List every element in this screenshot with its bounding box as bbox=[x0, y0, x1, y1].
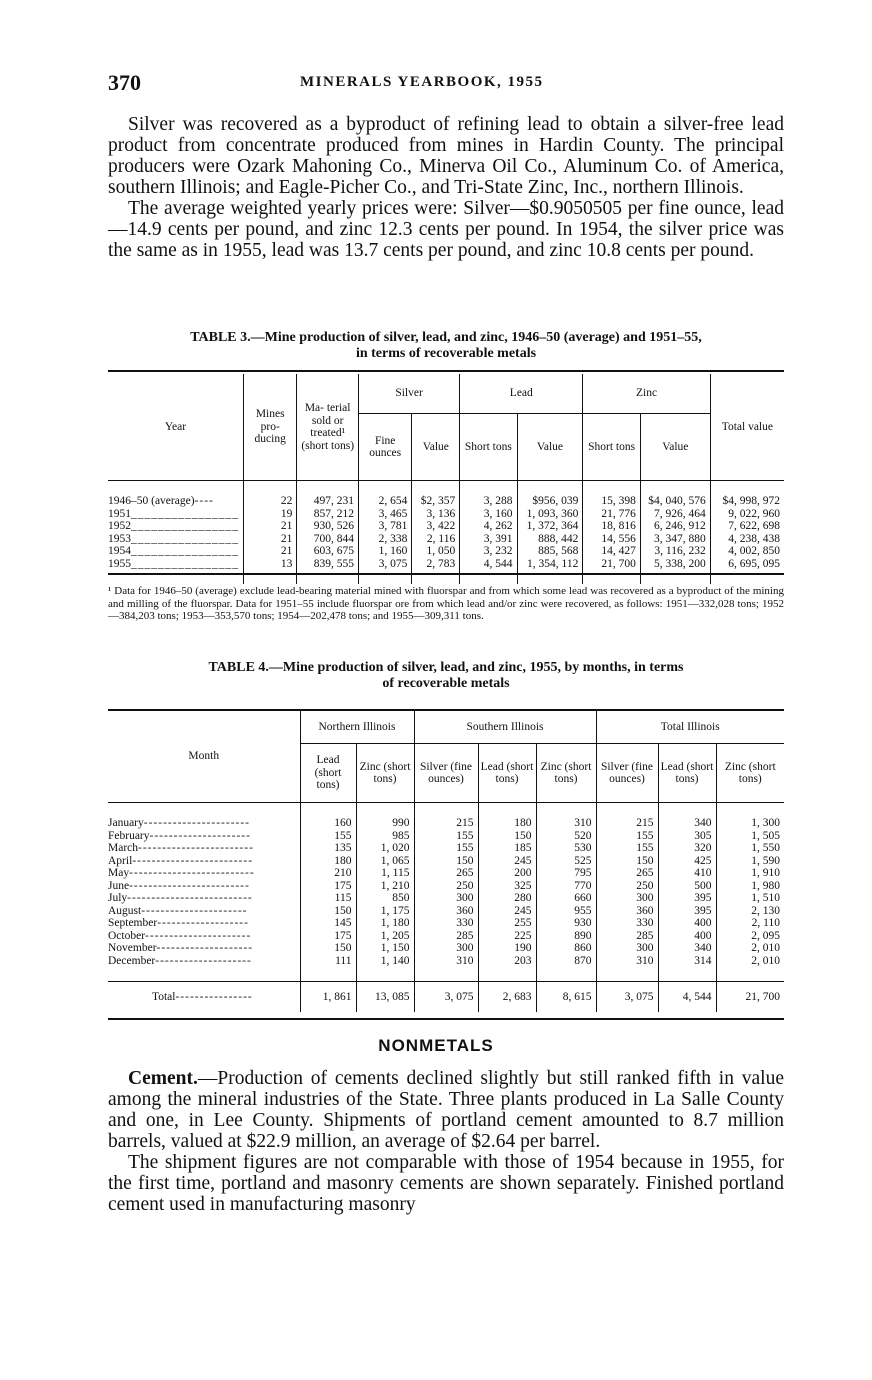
cell: 15, 398 bbox=[583, 495, 641, 508]
cell: 5, 338, 200 bbox=[640, 558, 710, 571]
cell: 215 bbox=[414, 817, 478, 830]
cell: 185 bbox=[478, 842, 536, 855]
cell: 245 bbox=[478, 905, 536, 918]
cell: 14, 427 bbox=[583, 545, 641, 558]
cell: 1, 550 bbox=[716, 842, 784, 855]
cell: 888, 442 bbox=[517, 533, 583, 546]
cell: 160 bbox=[300, 817, 356, 830]
row-label: 1946–50 (average)---- bbox=[108, 495, 214, 507]
cell: 300 bbox=[414, 892, 478, 905]
cell: 14, 556 bbox=[583, 533, 641, 546]
cell: 175 bbox=[300, 880, 356, 893]
table4-header-month: Month bbox=[108, 711, 300, 803]
paragraph: The average weighted yearly prices were: Silver—$0.9050505 per fine ounce, lead—14.9 cents per pound, and zinc 12.3 cents per pound. In 1954, the silver price was the same as in 1955, lead was 13.7 cents per pound, and zinc 10.8 cents per pound. bbox=[108, 198, 784, 261]
table3-header-material: Ma- terial sold or treated¹ (short tons) bbox=[297, 374, 359, 481]
cell: 1, 180 bbox=[356, 917, 414, 930]
cell: 145 bbox=[300, 917, 356, 930]
cell: 4, 002, 850 bbox=[710, 545, 784, 558]
table3-header-silver: Silver bbox=[358, 374, 459, 414]
cement-text bbox=[108, 1068, 784, 1215]
cell: 19 bbox=[244, 508, 297, 521]
cell: 305 bbox=[658, 830, 716, 843]
cell: 155 bbox=[414, 830, 478, 843]
cell: 6, 695, 095 bbox=[710, 558, 784, 571]
row-label: 1954________________ bbox=[108, 545, 239, 557]
table4-header-northern: Northern Illinois bbox=[300, 711, 414, 744]
table4-title-line2: of recoverable metals bbox=[382, 676, 510, 691]
table4-header-lead: Lead (short tons) bbox=[300, 744, 356, 803]
cell: 155 bbox=[300, 830, 356, 843]
cell: 155 bbox=[596, 842, 658, 855]
cell: 520 bbox=[536, 830, 596, 843]
cell: 6, 246, 912 bbox=[640, 520, 710, 533]
cell: 3, 116, 232 bbox=[640, 545, 710, 558]
running-head: MINERALS YEARBOOK, 1955 bbox=[300, 74, 544, 90]
cell: 955 bbox=[536, 905, 596, 918]
cell: 13 bbox=[244, 558, 297, 571]
cell: 860 bbox=[536, 942, 596, 955]
cell: 2, 010 bbox=[716, 942, 784, 955]
cell: 3, 232 bbox=[460, 545, 517, 558]
cell: 310 bbox=[536, 817, 596, 830]
table3-top-rule bbox=[108, 370, 784, 372]
cell: 360 bbox=[596, 905, 658, 918]
cell: 1, 354, 112 bbox=[517, 558, 583, 571]
cell: 4, 262 bbox=[460, 520, 517, 533]
cell: 1, 093, 360 bbox=[517, 508, 583, 521]
cell: 150 bbox=[478, 830, 536, 843]
table3-header-value: Value bbox=[412, 414, 460, 481]
cell: 155 bbox=[414, 842, 478, 855]
cell: $4, 040, 576 bbox=[640, 495, 710, 508]
cell: 18, 816 bbox=[583, 520, 641, 533]
run-in-heading: Cement. bbox=[128, 1068, 198, 1089]
table-row bbox=[108, 955, 784, 968]
cell: 1, 150 bbox=[356, 942, 414, 955]
cell: 1, 210 bbox=[356, 880, 414, 893]
cell: 1, 115 bbox=[356, 867, 414, 880]
row-label: 1951________________ bbox=[108, 507, 239, 520]
cell: 890 bbox=[536, 930, 596, 943]
cell: 9, 022, 960 bbox=[710, 508, 784, 521]
cell: 1, 372, 364 bbox=[517, 520, 583, 533]
paragraph: Silver was recovered as a byproduct of refining lead to obtain a silver-free lead product from concentrate produced from mines in Hardin County. The principal producers were Ozark Mahoning Co., Minerva Oil Co., Aluminum Co. of America, southern Illinois; and Eagle-Picher Co., and Tri-State Zinc, Inc., northern Illinois. bbox=[108, 114, 784, 198]
cell: 340 bbox=[658, 817, 716, 830]
cell: 250 bbox=[414, 880, 478, 893]
cell: 4, 238, 438 bbox=[710, 533, 784, 546]
page-number: 370 bbox=[108, 70, 141, 95]
cell: 3, 347, 880 bbox=[640, 533, 710, 546]
cell: 1, 065 bbox=[356, 855, 414, 868]
cell: 395 bbox=[658, 892, 716, 905]
cell: 4, 544 bbox=[658, 982, 716, 1012]
cell: 1, 910 bbox=[716, 867, 784, 880]
cell: 770 bbox=[536, 880, 596, 893]
intro-text bbox=[108, 114, 784, 261]
cell: 300 bbox=[596, 892, 658, 905]
cell: 190 bbox=[478, 942, 536, 955]
cell: 314 bbox=[658, 955, 716, 968]
table4-title-line1: TABLE 4.—Mine production of silver, lead, and zinc, 1955, by months, in terms bbox=[208, 660, 684, 675]
cell: 2, 683 bbox=[478, 982, 536, 1012]
cell: 3, 465 bbox=[358, 508, 411, 521]
row-label: May-------------------------- bbox=[108, 867, 255, 879]
table3-header-year: Year bbox=[108, 374, 244, 481]
table-row bbox=[108, 917, 784, 930]
cell: 400 bbox=[658, 917, 716, 930]
cell: 3, 422 bbox=[412, 520, 460, 533]
cell: 340 bbox=[658, 942, 716, 955]
cell: 22 bbox=[244, 495, 297, 508]
cell: 1, 590 bbox=[716, 855, 784, 868]
table4-header-lead: Lead (short tons) bbox=[658, 744, 716, 803]
cell: 21, 776 bbox=[583, 508, 641, 521]
cell: 660 bbox=[536, 892, 596, 905]
cell: 310 bbox=[414, 955, 478, 968]
cell: 3, 075 bbox=[358, 558, 411, 571]
cell: 497, 231 bbox=[297, 495, 359, 508]
row-label: September------------------- bbox=[108, 917, 249, 929]
table3-header-total: Total value bbox=[710, 374, 784, 481]
table-row bbox=[108, 892, 784, 905]
cell: 795 bbox=[536, 867, 596, 880]
cell: 1, 510 bbox=[716, 892, 784, 905]
cell: 1, 300 bbox=[716, 817, 784, 830]
cell: 990 bbox=[356, 817, 414, 830]
cell: 21 bbox=[244, 520, 297, 533]
cell: 255 bbox=[478, 917, 536, 930]
cell: $2, 357 bbox=[412, 495, 460, 508]
cell: 2, 095 bbox=[716, 930, 784, 943]
table4-header-zinc: Zinc (short tons) bbox=[356, 744, 414, 803]
cell: 530 bbox=[536, 842, 596, 855]
table4-header-southern: Southern Illinois bbox=[414, 711, 596, 744]
table-row bbox=[108, 905, 784, 918]
cell: 857, 212 bbox=[297, 508, 359, 521]
row-label: Total---------------- bbox=[152, 990, 253, 1003]
cell: 265 bbox=[414, 867, 478, 880]
cell: 2, 130 bbox=[716, 905, 784, 918]
cell: 21, 700 bbox=[583, 558, 641, 571]
cell: 310 bbox=[596, 955, 658, 968]
table-row bbox=[108, 495, 784, 508]
row-label: July-------------------------- bbox=[108, 892, 253, 904]
table3-header-short-tons: Short tons bbox=[583, 414, 641, 481]
table3-title-line2: in terms of recoverable metals bbox=[355, 346, 537, 361]
table-row bbox=[108, 830, 784, 843]
table4-header-silver: Silver (fine ounces) bbox=[414, 744, 478, 803]
table3-title bbox=[108, 330, 784, 362]
cell: 2, 338 bbox=[358, 533, 411, 546]
cell: 1, 205 bbox=[356, 930, 414, 943]
cell: 3, 160 bbox=[460, 508, 517, 521]
table3-header-value: Value bbox=[640, 414, 710, 481]
row-label: December-------------------- bbox=[108, 954, 252, 967]
cell: 285 bbox=[414, 930, 478, 943]
cell: 250 bbox=[596, 880, 658, 893]
cell: 155 bbox=[596, 830, 658, 843]
cell: 115 bbox=[300, 892, 356, 905]
cell: 330 bbox=[596, 917, 658, 930]
row-label: June------------------------- bbox=[108, 879, 250, 892]
cell: 985 bbox=[356, 830, 414, 843]
cell: 839, 555 bbox=[297, 558, 359, 571]
row-label: January---------------------- bbox=[108, 817, 251, 829]
table-row bbox=[108, 545, 784, 558]
cell: 930, 526 bbox=[297, 520, 359, 533]
cell: 2, 110 bbox=[716, 917, 784, 930]
cell: 3, 781 bbox=[358, 520, 411, 533]
table4-bottom-rule bbox=[108, 1018, 784, 1020]
row-label: 1952________________ bbox=[108, 520, 239, 532]
cell: 885, 568 bbox=[517, 545, 583, 558]
row-label: October---------------------- bbox=[108, 929, 252, 942]
table-row bbox=[108, 855, 784, 868]
cell: 3, 136 bbox=[412, 508, 460, 521]
table-row bbox=[108, 508, 784, 521]
cell: 200 bbox=[478, 867, 536, 880]
cell: 320 bbox=[658, 842, 716, 855]
cell: 21 bbox=[244, 533, 297, 546]
cell: 500 bbox=[658, 880, 716, 893]
cell: 150 bbox=[300, 942, 356, 955]
cell: 175 bbox=[300, 930, 356, 943]
cell: 180 bbox=[478, 817, 536, 830]
table-row bbox=[108, 533, 784, 546]
cell: $4, 998, 972 bbox=[710, 495, 784, 508]
table4-title bbox=[108, 660, 784, 692]
cell: 210 bbox=[300, 867, 356, 880]
cell: 395 bbox=[658, 905, 716, 918]
cell: 111 bbox=[300, 955, 356, 968]
cell: 215 bbox=[596, 817, 658, 830]
cell: 300 bbox=[596, 942, 658, 955]
cell: 1, 980 bbox=[716, 880, 784, 893]
cell: 1, 020 bbox=[356, 842, 414, 855]
paragraph: The shipment figures are not comparable with those of 1954 because in 1955, for the first time, portland and masonry cements are shown separately. Finished portland cement used in manufacturing masonry bbox=[108, 1152, 784, 1215]
cell: 3, 288 bbox=[460, 495, 517, 508]
cell: 225 bbox=[478, 930, 536, 943]
cell: 3, 075 bbox=[596, 982, 658, 1012]
table-row bbox=[108, 558, 784, 571]
row-label: March------------------------ bbox=[108, 842, 254, 854]
cell: 285 bbox=[596, 930, 658, 943]
table3-bottom-rule bbox=[108, 573, 784, 575]
cell: 150 bbox=[414, 855, 478, 868]
cell: 7, 622, 698 bbox=[710, 520, 784, 533]
cell: 203 bbox=[478, 955, 536, 968]
cell: 400 bbox=[658, 930, 716, 943]
cell: 150 bbox=[300, 905, 356, 918]
row-label: 1953________________ bbox=[108, 532, 239, 545]
cell: 280 bbox=[478, 892, 536, 905]
cell: 1, 160 bbox=[358, 545, 411, 558]
cell: 850 bbox=[356, 892, 414, 905]
cell: 410 bbox=[658, 867, 716, 880]
cell: 135 bbox=[300, 842, 356, 855]
cell: 265 bbox=[596, 867, 658, 880]
paragraph-text: —Production of cements declined slightly but still ranked fifth in value among the mineral industries of the State. Three plants produced in La Salle County and one, in Lee County. Shipments of portland cement amounted to 8.7 million barrels, valued at $22.9 million, an average of $2.64 per barrel. bbox=[108, 1068, 784, 1152]
table3-header-lead: Lead bbox=[460, 374, 583, 414]
cell: 150 bbox=[596, 855, 658, 868]
table4 bbox=[108, 711, 784, 1012]
cell: 7, 926, 464 bbox=[640, 508, 710, 521]
cell: 1, 505 bbox=[716, 830, 784, 843]
cell: 8, 615 bbox=[536, 982, 596, 1012]
row-label: April------------------------- bbox=[108, 854, 254, 867]
cell: 3, 075 bbox=[414, 982, 478, 1012]
table3-header-short-tons: Short tons bbox=[460, 414, 517, 481]
table-row bbox=[108, 880, 784, 893]
cell: 1, 861 bbox=[300, 982, 356, 1012]
cell: 180 bbox=[300, 855, 356, 868]
table-row bbox=[108, 942, 784, 955]
section-heading: NONMETALS bbox=[378, 1036, 494, 1055]
cell: 330 bbox=[414, 917, 478, 930]
cell: 2, 654 bbox=[358, 495, 411, 508]
table4-header-lead: Lead (short tons) bbox=[478, 744, 536, 803]
cell: 300 bbox=[414, 942, 478, 955]
table-total-row bbox=[108, 982, 784, 1012]
table4-header-zinc: Zinc (short tons) bbox=[716, 744, 784, 803]
cell: 4, 544 bbox=[460, 558, 517, 571]
cell: 1, 050 bbox=[412, 545, 460, 558]
cell: 425 bbox=[658, 855, 716, 868]
row-label: August---------------------- bbox=[108, 904, 248, 917]
table3-header-zinc: Zinc bbox=[583, 374, 710, 414]
cell: 3, 391 bbox=[460, 533, 517, 546]
row-label: November-------------------- bbox=[108, 942, 254, 954]
table-row bbox=[108, 817, 784, 830]
cell: 525 bbox=[536, 855, 596, 868]
cell: 870 bbox=[536, 955, 596, 968]
table3 bbox=[108, 374, 784, 584]
cell: 2, 783 bbox=[412, 558, 460, 571]
cell: 325 bbox=[478, 880, 536, 893]
table3-header-mines: Mines pro- ducing bbox=[244, 374, 297, 481]
row-label: February--------------------- bbox=[108, 829, 251, 842]
cell: 603, 675 bbox=[297, 545, 359, 558]
cell: 245 bbox=[478, 855, 536, 868]
paragraph bbox=[108, 1068, 784, 1152]
table-row bbox=[108, 930, 784, 943]
cell: 1, 175 bbox=[356, 905, 414, 918]
table4-header-zinc: Zinc (short tons) bbox=[536, 744, 596, 803]
cell: 700, 844 bbox=[297, 533, 359, 546]
cell: 2, 010 bbox=[716, 955, 784, 968]
cell: 2, 116 bbox=[412, 533, 460, 546]
cell: 21, 700 bbox=[716, 982, 784, 1012]
cell: 930 bbox=[536, 917, 596, 930]
table3-footnote: ¹ Data for 1946–50 (average) exclude lead-bearing material mined with fluorspar and from which some lead was recovered as a byproduct of the mining and milling of the fluorspar. Data for 1951–55 include fluorspar ore from which lead and/or zinc were recovered, as follows: 1951—332,028 tons; 1952—384,203 tons; 1953—353,570 tons; 1954—202,478 tons; and 1955—309,311 tons. bbox=[108, 585, 784, 622]
table3-title-line1: TABLE 3.—Mine production of silver, lead, and zinc, 1946–50 (average) and 1951–55, bbox=[190, 330, 702, 345]
cell: 13, 085 bbox=[356, 982, 414, 1012]
cell: $956, 039 bbox=[517, 495, 583, 508]
table4-header-silver: Silver (fine ounces) bbox=[596, 744, 658, 803]
cell: 360 bbox=[414, 905, 478, 918]
cell: 21 bbox=[244, 545, 297, 558]
table-row bbox=[108, 842, 784, 855]
table4-header-total: Total Illinois bbox=[596, 711, 784, 744]
row-label: 1955________________ bbox=[108, 557, 239, 570]
table3-header-value: Value bbox=[517, 414, 583, 481]
cell: 1, 140 bbox=[356, 955, 414, 968]
table-row bbox=[108, 520, 784, 533]
table3-header-fine-ounces: Fine ounces bbox=[358, 414, 411, 481]
table-row bbox=[108, 867, 784, 880]
